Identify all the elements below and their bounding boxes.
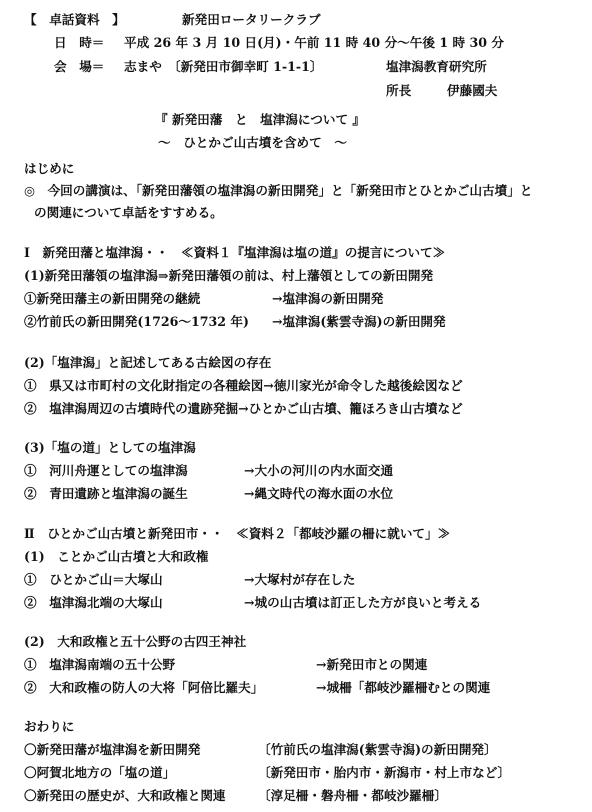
intro-heading: はじめに [24,161,75,176]
section-2-sub-2-item-1-result: →新発田市との関連 [316,657,428,672]
intro-line-2: の関連について卓話をすすめる。 [34,205,223,220]
venue-label: 会 場＝ [54,59,105,74]
speaker-name: 伊藤國夫 [447,83,498,98]
section-2-sub-1: (1) ことかご山古墳と大和政権 [24,549,209,564]
section-1-sub-1-item-2-result: →塩津潟(紫雲寺潟)の新田開発 [272,314,446,329]
section-1-sub-1-item-1-result: →塩津潟の新田開発 [272,291,384,306]
club-name: 新発田ロータリークラブ [182,12,321,27]
section-1-sub-3-item-2: ② 青田遺跡と塩津潟の誕生 [24,486,188,501]
section-2-sub-1-item-1: ① ひとかご山＝大塚山 [24,572,163,587]
closing-item-3-note: 〔淳足柵・磐舟柵・都岐沙羅柵〕 [258,788,447,803]
section-2-sub-1-item-1-result: →大塚村が存在した [244,572,356,587]
section-1-sub-3-item-1: ① 河川舟運としての塩津潟 [24,463,188,478]
closing-heading: おわりに [24,719,75,734]
closing-item-3: 〇新発田の歴史が、大和政権と関連 [24,788,226,803]
closing-item-1: 〇新発田藩が塩津潟を新田開発 [24,742,201,757]
date-label: 日 時＝ [54,35,105,50]
closing-item-1-note: 〔竹前氏の塩津潟(紫雲寺潟)の新田開発〕 [258,742,497,757]
section-1-sub-1: (1)新発田藩領の塩津潟⇒新発田藩領の前は、村上藩領としての新田開発 [24,268,434,283]
section-2-sub-1-item-2: ② 塩津潟北端の大塚山 [24,595,163,610]
institute-name: 塩津潟教育研究所 [386,59,487,74]
document-subtitle: 〜 ひとかご山古墳を含めて 〜 [158,135,347,150]
speaker-title: 所長 [386,83,412,98]
section-2-sub-2-item-2-result: →城柵「都岐沙羅柵むとの関連 [316,680,491,695]
date-value: 平成 26 年 3 月 10 日(月)・午前 11 時 40 分〜午後 1 時 30 分 [124,35,504,50]
section-2-sub-2: (2) 大和政権と五十公野の古四王神社 [24,634,247,649]
section-1-sub-3: (3)「塩の道」としての塩津潟 [24,440,196,455]
section-2-sub-2-item-2: ② 大和政権の防人の大将「阿倍比羅夫」 [24,680,264,695]
section-1-heading: Ⅰ 新発田藩と塩津潟・・ ≪資料１『塩津潟は塩の道』の提言について≫ [24,245,446,260]
venue-name: 志まや [124,59,162,74]
section-1-sub-2-item-2: ② 塩津潟周辺の古墳時代の遺跡発掘→ひとかご山古墳、籠ほろき山古墳など [24,401,463,416]
section-2-sub-2-item-1: ① 塩津潟南端の五十公野 [24,657,176,672]
section-1-sub-2: (2)「塩津潟」と記述してある古絵図の存在 [24,355,272,370]
intro-line-1: ◎ 今回の講演は、「新発田藩領の塩津潟の新田開発」と「新発田市とひとかご山古墳」と [24,183,533,198]
venue-address: 〔新発田市御幸町 1-1-1〕 [168,59,323,74]
document-title: 『 新発田藩 と 塩津潟について 』 [155,112,366,127]
section-1-sub-1-item-1: ①新発田藩主の新田開発の継続 [24,291,201,306]
section-1-sub-1-item-2: ②竹前氏の新田開発(1726〜1732 年) [24,314,249,329]
section-1-sub-2-item-1: ① 県又は市町村の文化財指定の各種絵図→徳川家光が命令した越後絵図など [24,378,463,393]
section-1-sub-3-item-1-result: →大小の河川の内水面交通 [244,463,394,478]
closing-item-2-note: 〔新発田市・胎内市・新潟市・村上市など〕 [258,765,511,780]
doc-label: 【 卓話資料 】 [24,12,125,27]
section-1-sub-3-item-2-result: →縄文時代の海水面の水位 [244,486,394,501]
section-2-sub-1-item-2-result: →城の山古墳は訂正した方が良いと考える [244,595,482,610]
section-2-heading: Ⅱ ひとかご山古墳と新発田市・・ ≪資料２「都岐沙羅の柵に就いて」≫ [24,526,451,541]
closing-item-2: 〇阿賀北地方の「塩の道」 [24,765,176,780]
